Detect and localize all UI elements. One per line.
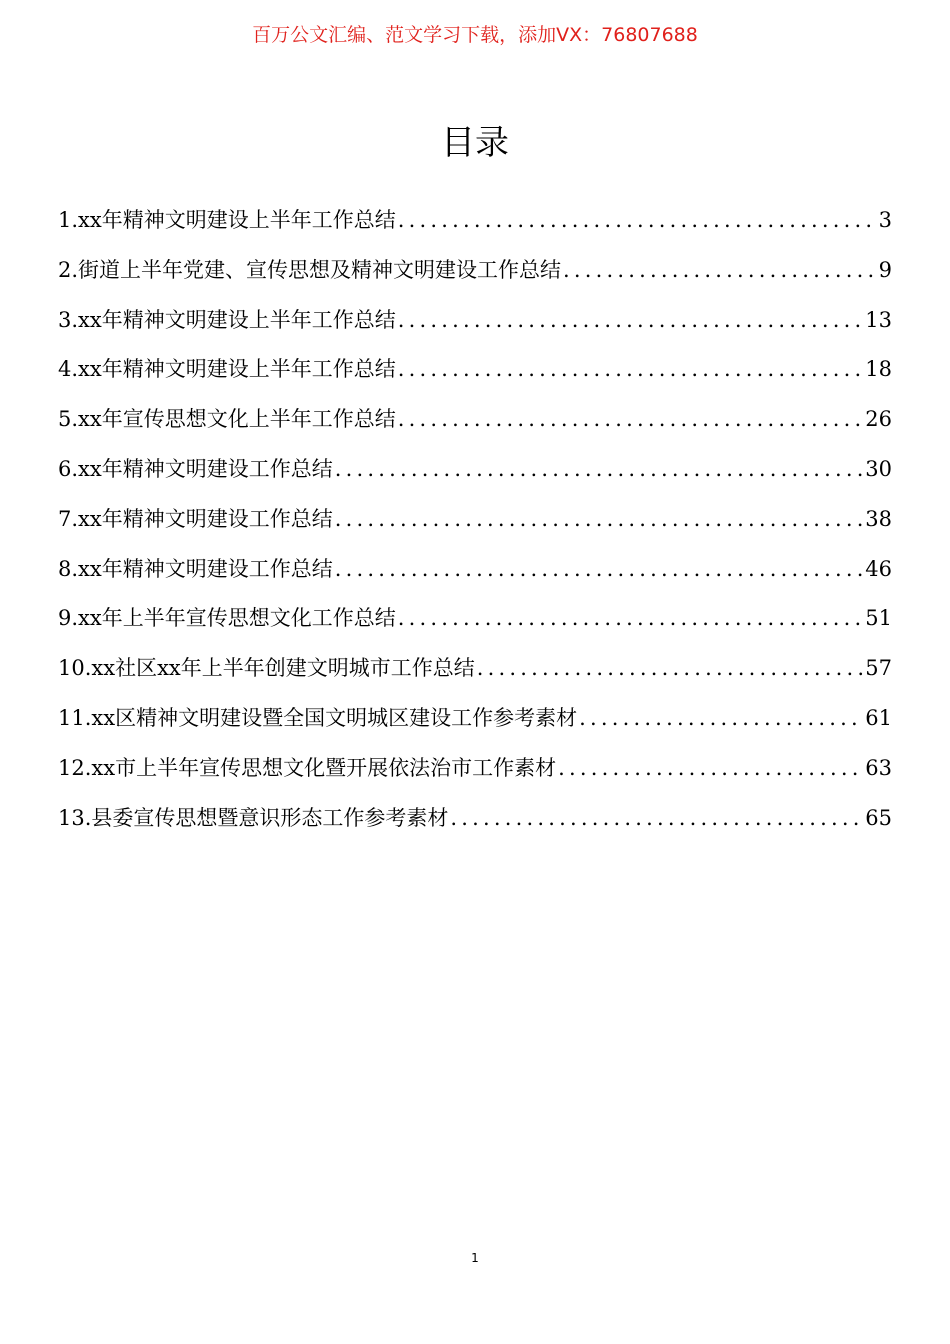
toc-entry-page: 51 [865, 606, 892, 631]
toc-entry-label: 6.xx年精神文明建设工作总结 [58, 456, 333, 481]
toc-dot-leader [398, 594, 864, 644]
toc-title: 目录 [441, 122, 509, 163]
toc-entry-page: 57 [865, 656, 892, 681]
toc-dot-leader [335, 445, 864, 495]
toc-dot-leader [398, 345, 864, 395]
toc-list [58, 196, 892, 843]
toc-entry-page: 9 [878, 257, 892, 282]
toc-entry-12[interactable] [58, 744, 892, 794]
toc-entry-label: 7.xx年精神文明建设工作总结 [58, 506, 333, 531]
toc-entry-1[interactable] [58, 196, 892, 246]
toc-entry-page: 63 [865, 755, 892, 780]
toc-entry-label: 5.xx年宣传思想文化上半年工作总结 [58, 407, 396, 432]
toc-dot-leader [558, 744, 863, 794]
page-number: 1 [471, 1251, 479, 1265]
header-banner: 百万公文汇编、范文学习下载，添加VX：76807688 [252, 24, 698, 46]
toc-entry-label: 10.xx社区xx年上半年创建文明城市工作总结 [58, 656, 475, 681]
toc-entry-page: 30 [865, 456, 892, 481]
toc-dot-leader [398, 395, 864, 445]
toc-entry-page: 13 [865, 307, 892, 332]
toc-entry-9[interactable] [58, 594, 892, 644]
toc-entry-8[interactable] [58, 545, 892, 595]
toc-entry-label: 4.xx年精神文明建设上半年工作总结 [58, 357, 396, 382]
toc-entry-page: 3 [878, 208, 892, 232]
toc-entry-label: 9.xx年上半年宣传思想文化工作总结 [58, 606, 396, 631]
toc-entry-page: 38 [865, 506, 892, 531]
toc-entry-label: 13.县委宣传思想暨意识形态工作参考素材 [58, 805, 449, 830]
toc-entry-label: 1.xx年精神文明建设上半年工作总结 [58, 208, 396, 232]
toc-entry-page: 65 [865, 805, 892, 830]
toc-dot-leader [579, 694, 863, 744]
toc-entry-10[interactable] [58, 644, 892, 694]
toc-entry-page: 46 [865, 556, 892, 581]
toc-entry-7[interactable] [58, 495, 892, 545]
toc-dot-leader [398, 296, 864, 346]
toc-entry-label: 2.街道上半年党建、宣传思想及精神文明建设工作总结 [58, 257, 562, 282]
toc-entry-6[interactable] [58, 445, 892, 495]
toc-dot-leader [335, 495, 864, 545]
toc-dot-leader [563, 246, 877, 296]
toc-entry-5[interactable] [58, 395, 892, 445]
toc-dot-leader [398, 196, 877, 246]
toc-entry-3[interactable] [58, 296, 892, 346]
toc-dot-leader [335, 545, 864, 595]
toc-entry-13[interactable] [58, 794, 892, 844]
toc-entry-4[interactable] [58, 345, 892, 395]
toc-dot-leader [477, 644, 863, 694]
toc-entry-page: 61 [865, 705, 892, 730]
toc-entry-page: 18 [865, 357, 892, 382]
toc-entry-label: 11.xx区精神文明建设暨全国文明城区建设工作参考素材 [58, 705, 578, 730]
toc-entry-label: 3.xx年精神文明建设上半年工作总结 [58, 307, 396, 332]
toc-entry-label: 12.xx市上半年宣传思想文化暨开展依法治市工作素材 [58, 755, 557, 780]
toc-entry-page: 26 [865, 407, 892, 432]
toc-entry-label: 8.xx年精神文明建设工作总结 [58, 556, 333, 581]
toc-entry-2[interactable] [58, 246, 892, 296]
toc-dot-leader [450, 794, 863, 844]
toc-entry-11[interactable] [58, 694, 892, 744]
